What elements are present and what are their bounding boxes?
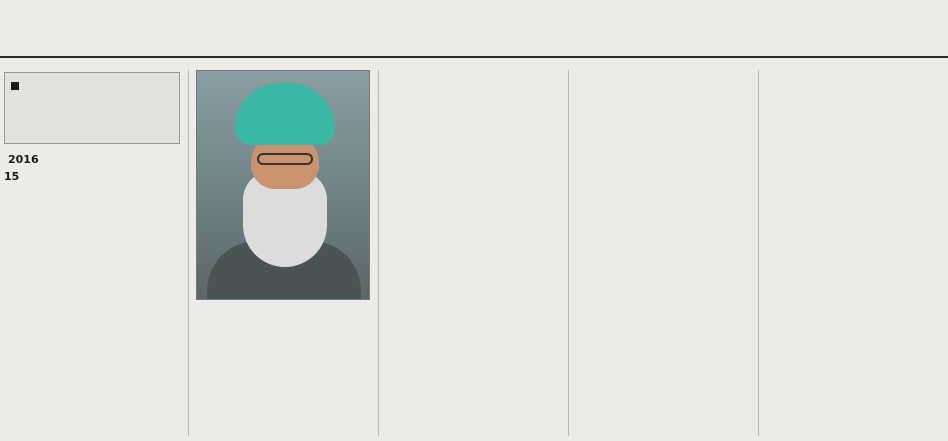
column-rule	[378, 70, 379, 436]
article-deck-box	[4, 72, 180, 144]
byline-year: 2016	[8, 153, 39, 166]
article-column-4	[572, 70, 754, 436]
article-byline	[4, 152, 184, 185]
photo-glasses	[257, 153, 313, 165]
column-rule	[188, 70, 189, 436]
article-headline	[0, 0, 948, 58]
portrait-photo	[196, 70, 370, 300]
photo-turban	[235, 83, 335, 145]
column-rule	[758, 70, 759, 436]
article-column-1	[4, 196, 184, 436]
byline-day: 15	[4, 169, 20, 183]
article-column-2	[196, 332, 372, 436]
column-rule	[568, 70, 569, 436]
article-column-3	[382, 70, 564, 436]
deck-bullet-icon	[11, 82, 19, 90]
article-column-5	[762, 70, 944, 436]
